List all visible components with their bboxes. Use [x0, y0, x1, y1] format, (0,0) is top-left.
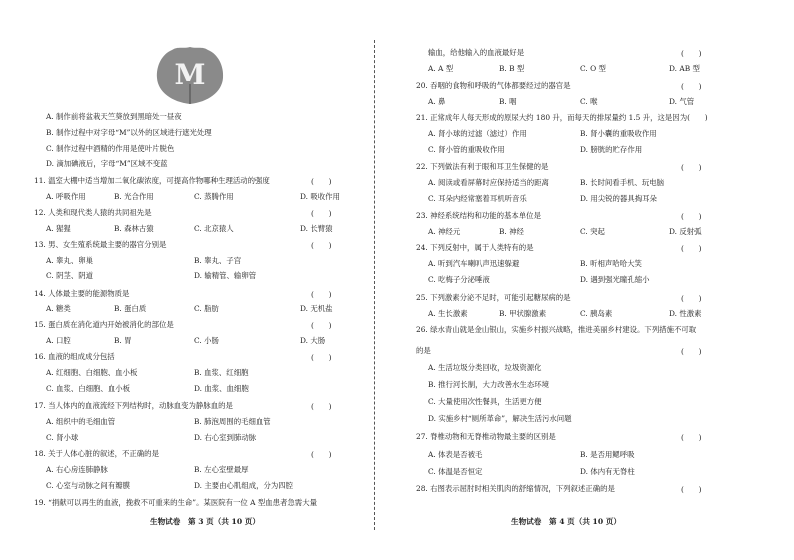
q17-opt-b: B. 肺泡周围的毛细血管: [194, 417, 271, 426]
q22-opt-d: D. 用尖锐的器具掏耳朵: [580, 194, 657, 203]
q28-stem: 28. 右图表示屈肘时相关肌肉的舒缩情况，下列叙述正确的是: [416, 484, 615, 493]
q23-opt-d: D. 反射弧: [669, 227, 702, 236]
q20-opt-a: A. 鼻: [428, 97, 446, 106]
q13-opt-a: A. 睾丸、卵巢: [46, 256, 93, 265]
q28-answer-paren: ( ): [681, 485, 702, 494]
q19-answer-paren: ( ): [681, 49, 702, 58]
q16-opt-c: C. 血浆、白细胞、血小板: [46, 384, 130, 393]
right-page-footer: 生物试卷 第 4 页（共 10 页）: [511, 517, 621, 526]
q24-answer-paren: ( ): [681, 244, 702, 253]
q17-answer-paren: ( ): [311, 402, 332, 411]
q25-opt-a: A. 生长激素: [428, 309, 468, 318]
q11-opt-d: D. 吸收作用: [300, 192, 340, 201]
q10-option-b: B. 制作过程中对字母“M”以外的区域进行遮光处理: [46, 128, 212, 137]
q16-opt-d: D. 血浆、血细胞: [194, 384, 249, 393]
q27-opt-d: D. 体内有无脊柱: [580, 467, 635, 476]
q22-opt-b: B. 长时间看手机、玩电脑: [580, 178, 665, 187]
q19-continued: 输血，给他输入的血液最好是: [428, 48, 525, 57]
q23-opt-a: A. 神经元: [428, 227, 461, 236]
q27-opt-b: B. 是否用鳃呼吸: [580, 450, 635, 459]
q19-stem: 19. “捐献可以再生的血液，挽救不可重来的生命”。某医院有一位 A 型血患者急需大量: [34, 498, 317, 507]
q10-option-d: D. 滴加碘液后，字母“M”区域不变蓝: [46, 159, 168, 168]
q22-stem: 22. 下列做法有利于眼和耳卫生保健的是: [416, 162, 549, 171]
q25-stem: 25. 下列激素分泌不足时，可能引起糖尿病的是: [416, 293, 571, 302]
q21-opt-c: C. 肾小管的重吸收作用: [428, 145, 505, 154]
q15-opt-c: C. 小肠: [194, 336, 219, 345]
page-divider: [374, 40, 375, 530]
q26-opt-d: D. 实施乡村“厕所革命”，解决生活污水问题: [428, 414, 572, 423]
q22-opt-a: A. 阅读或看屏幕时应保持适当的距离: [428, 178, 549, 187]
q27-stem: 27. 脊椎动物和无脊椎动物最主要的区别是: [416, 432, 556, 441]
q24-opt-c: C. 吃梅子分泌唾液: [428, 275, 490, 284]
q12-answer-paren: ( ): [311, 209, 332, 218]
q20-opt-c: C. 喉: [580, 97, 598, 106]
q24-opt-a: A. 听到汽车喇叭声迅速躲避: [428, 259, 520, 268]
left-page: [0, 0, 387, 560]
q19-opt-a: A. A 型: [428, 64, 454, 73]
q21-opt-a: A. 肾小球的过滤（滤过）作用: [428, 129, 527, 138]
q27-opt-a: A. 体表是否被毛: [428, 450, 483, 459]
q15-opt-b: B. 胃: [114, 336, 132, 345]
q26-stem-line1: 26. 绿水青山就是金山银山，实施乡村振兴战略，推进美丽乡村建设。下列措施不可取: [416, 325, 697, 334]
q17-stem: 17. 当人体内的血液流经下列结构时，动脉血变为静脉血的是: [34, 401, 233, 410]
q13-opt-c: C. 阴茎、阴道: [46, 271, 94, 280]
q26-answer-paren: ( ): [681, 347, 702, 356]
q21-stem: 21. 正常成年人每天形成的原尿大约 180 升，而每天的排尿量约 1.5 升，这是因为( ): [416, 113, 708, 122]
q19-opt-b: B. B 型: [499, 64, 525, 73]
q20-stem: 20. 吞咽的食物和呼吸的气体都要经过的器官是: [416, 81, 571, 90]
q10-option-c: C. 制作过程中酒精的作用是使叶片脱色: [46, 144, 175, 153]
leaf-letter: M: [174, 58, 206, 91]
q27-opt-c: C. 体温是否恒定: [428, 467, 483, 476]
q19-opt-c: C. O 型: [580, 64, 606, 73]
right-page: [387, 0, 794, 560]
q17-opt-c: C. 肾小球: [46, 433, 79, 442]
q18-opt-d: D. 主要由心肌组成，分为四腔: [194, 481, 294, 490]
q19-opt-d: D. AB 型: [669, 64, 700, 73]
q16-opt-a: A. 红细胞、白细胞、血小板: [46, 368, 138, 377]
q25-opt-b: B. 甲状腺激素: [499, 309, 547, 318]
q11-answer-paren: ( ): [311, 177, 332, 186]
q14-opt-a: A. 糖类: [46, 304, 71, 313]
q20-answer-paren: ( ): [681, 82, 702, 91]
q24-stem: 24. 下列反射中，属于人类特有的是: [416, 243, 534, 252]
q20-opt-d: D. 气管: [669, 97, 695, 106]
q24-opt-b: B. 听相声哈哈大笑: [580, 259, 642, 268]
q23-answer-paren: ( ): [681, 212, 702, 221]
q13-answer-paren: ( ): [311, 241, 332, 250]
q22-opt-c: C. 耳朵内经常塞着耳机听音乐: [428, 194, 527, 203]
q18-stem: 18. 关于人体心脏的叙述，不正确的是: [34, 449, 159, 458]
q14-opt-d: D. 无机盐: [300, 304, 333, 313]
q20-opt-b: B. 咽: [499, 97, 517, 106]
q26-stem-line2: 的是: [416, 346, 431, 355]
q18-opt-a: A. 右心房连肺静脉: [46, 465, 108, 474]
leaf-figure: [154, 44, 226, 106]
q12-opt-c: C. 北京猿人: [194, 224, 234, 233]
q16-answer-paren: ( ): [311, 353, 332, 362]
q23-stem: 23. 神经系统结构和功能的基本单位是: [416, 211, 541, 220]
q13-stem: 13. 男、女生殖系统最主要的器官分别是: [34, 240, 167, 249]
q13-opt-d: D. 输精管、输卵管: [194, 271, 257, 280]
q13-opt-b: B. 睾丸、子宫: [194, 256, 242, 265]
q24-opt-d: D. 遇到强光瞳孔缩小: [580, 275, 650, 284]
q15-opt-d: D. 大肠: [300, 336, 326, 345]
q11-stem: 11. 温室大棚中适当增加二氧化碳浓度，可提高作物哪种生理活动的强度: [34, 176, 270, 185]
q15-stem: 15. 蛋白质在消化道内开始被消化的部位是: [34, 320, 174, 329]
q11-opt-b: B. 光合作用: [114, 192, 154, 201]
q15-answer-paren: ( ): [311, 321, 332, 330]
q25-opt-c: C. 胰岛素: [580, 309, 613, 318]
q26-opt-b: B. 推行河长制，大力改善水生态环境: [428, 380, 549, 389]
q23-opt-b: B. 神经: [499, 227, 524, 236]
q18-opt-b: B. 左心室壁最厚: [194, 465, 249, 474]
q26-opt-a: A. 生活垃圾分类回收，垃圾资源化: [428, 363, 542, 372]
q12-opt-d: D. 长臂猿: [300, 224, 333, 233]
q12-opt-b: B. 森林古猿: [114, 224, 154, 233]
q11-opt-a: A. 呼吸作用: [46, 192, 86, 201]
q25-answer-paren: ( ): [681, 294, 702, 303]
q12-stem: 12. 人类和现代类人猿的共同祖先是: [34, 208, 152, 217]
q21-opt-d: D. 膀胱的贮存作用: [580, 145, 643, 154]
q15-opt-a: A. 口腔: [46, 336, 71, 345]
q14-answer-paren: ( ): [311, 290, 332, 299]
q10-option-a: A. 制作前将盆栽天竺葵放到黑暗处一昼夜: [46, 112, 182, 121]
q26-opt-c: C. 大量使用次性餐具，生活更方便: [428, 397, 542, 406]
q16-opt-b: B. 血浆、红细胞: [194, 368, 249, 377]
q27-answer-paren: ( ): [681, 433, 702, 442]
q17-opt-d: D. 右心室到肺动脉: [194, 433, 257, 442]
q11-opt-c: C. 蒸腾作用: [194, 192, 234, 201]
q17-opt-a: A. 组织中的毛细血管: [46, 417, 116, 426]
q23-opt-c: C. 突起: [580, 227, 605, 236]
q12-opt-a: A. 猩猩: [46, 224, 71, 233]
q25-opt-d: D. 性激素: [669, 309, 702, 318]
q16-stem: 16. 血液的组成成分包括: [34, 352, 115, 361]
q14-opt-c: C. 脂肪: [194, 304, 219, 313]
q21-opt-b: B. 肾小囊的重吸收作用: [580, 129, 657, 138]
q22-answer-paren: ( ): [681, 163, 702, 172]
q14-stem: 14. 人体最主要的能源物质是: [34, 289, 130, 298]
q18-opt-c: C. 心室与动脉之间有瓣膜: [46, 481, 130, 490]
q18-answer-paren: ( ): [311, 450, 332, 459]
q14-opt-b: B. 蛋白质: [114, 304, 147, 313]
left-page-footer: 生物试卷 第 3 页（共 10 页）: [150, 517, 260, 526]
